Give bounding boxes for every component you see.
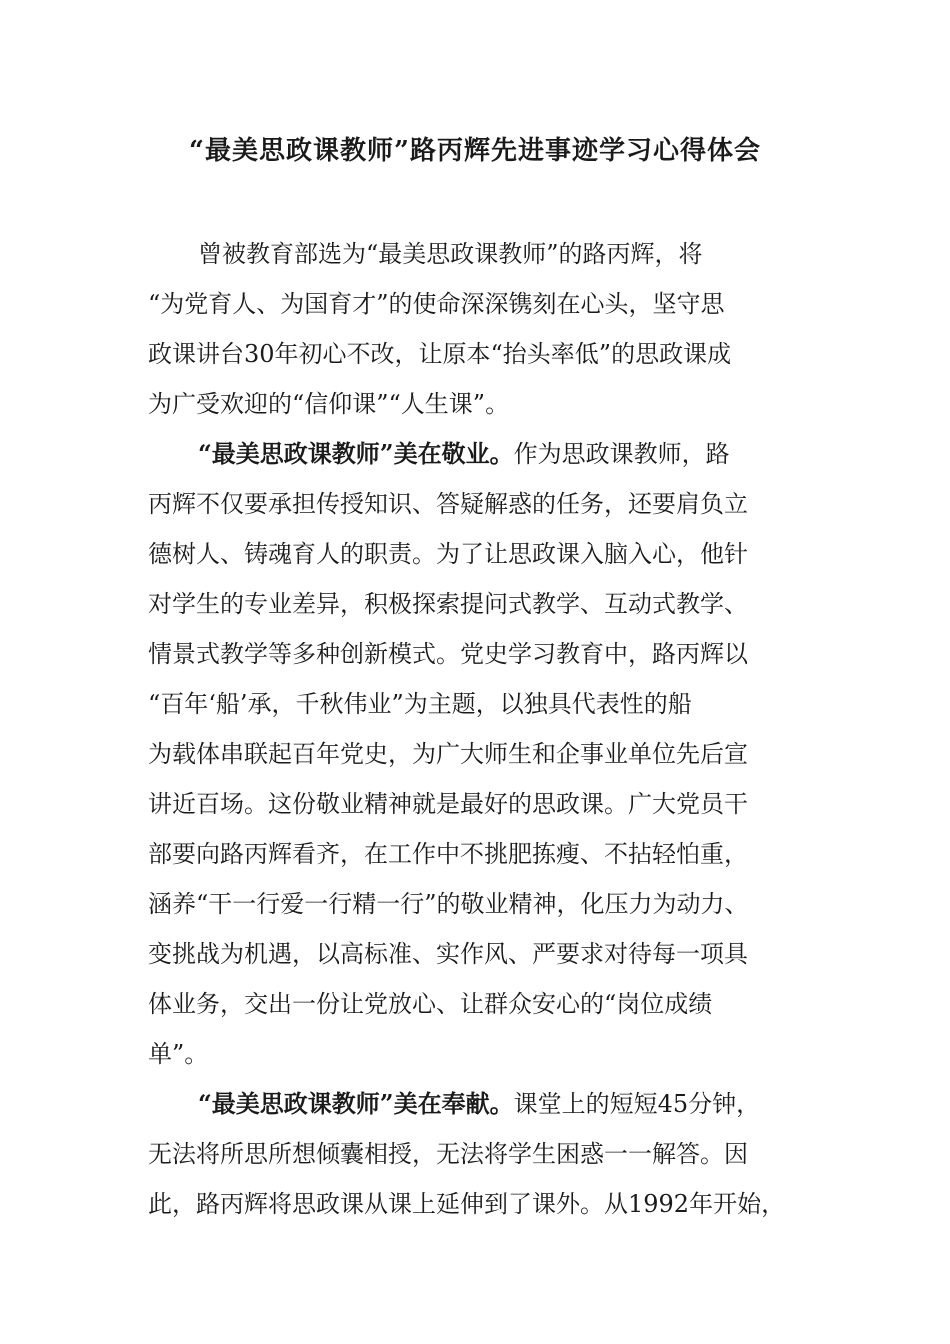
para2-line-13: 单”。: [148, 1040, 209, 1068]
para2-line-4: 对学生的专业差异，积极探索提问式教学、互动式教学、: [148, 590, 748, 618]
para1-line-1: 曾被教育部选为“最美思政课教师”的路丙辉，将: [198, 240, 703, 268]
para1-line-3: 政课讲台30年初心不改，让原本“抬头率低”的思政课成: [148, 340, 732, 368]
para2-line-7: 为载体串联起百年党史，为广大师生和企事业单位先后宣: [148, 740, 748, 768]
para2-line-2: 丙辉不仅要承担传授知识、答疑解惑的任务，还要肩负立: [148, 490, 748, 518]
document-title: “最美思政课教师”路丙辉先进事迹学习心得体会: [189, 136, 761, 166]
para2-first-text: 作为思政课教师，路: [513, 440, 730, 468]
para2-line-6: “百年‘船’承，千秋伟业”为主题，以独具代表性的船: [148, 690, 692, 718]
para1-line-4: 为广受欢迎的“信仰课”“人生课”。: [148, 390, 510, 418]
para3-first-text: 课堂上的短短45分钟，: [513, 1090, 761, 1118]
para2-line-10: 涵养“干一行爱一行精一行”的敬业精神，化压力为动力、: [148, 890, 749, 918]
para2-line-9: 部要向路丙辉看齐，在工作中不挑肥拣瘦、不拈轻怕重，: [148, 840, 748, 868]
para3-line-2: 无法将所思所想倾囊相授，无法将学生困惑一一解答。因: [148, 1140, 748, 1168]
para2-line-5: 情景式教学等多种创新模式。党史学习教育中，路丙辉以: [148, 640, 748, 668]
para2-line-3: 德树人、铸魂育人的职责。为了让思政课入脑入心，他针: [148, 540, 748, 568]
para2-lead-heading: “最美思政课教师”美在敬业。: [198, 439, 514, 468]
para2-line-11: 变挑战为机遇，以高标准、实作风、严要求对待每一项具: [148, 940, 748, 968]
para2-line-12: 体业务，交出一份让党放心、让群众安心的“岗位成绩: [148, 990, 713, 1018]
para1-line-2: “为党育人、为国育才”的使命深深镌刻在心头，坚守思: [148, 290, 725, 318]
para2-line-8: 讲近百场。这份敬业精神就是最好的思政课。广大党员干: [148, 790, 748, 818]
para2-line-1: [198, 436, 878, 472]
para3-lead-heading: “最美思政课教师”美在奉献。: [198, 1089, 514, 1118]
para3-line-3: 此，路丙辉将思政课从课上延伸到了课外。从1992年开始，: [148, 1190, 786, 1218]
para3-line-1: [198, 1086, 878, 1122]
